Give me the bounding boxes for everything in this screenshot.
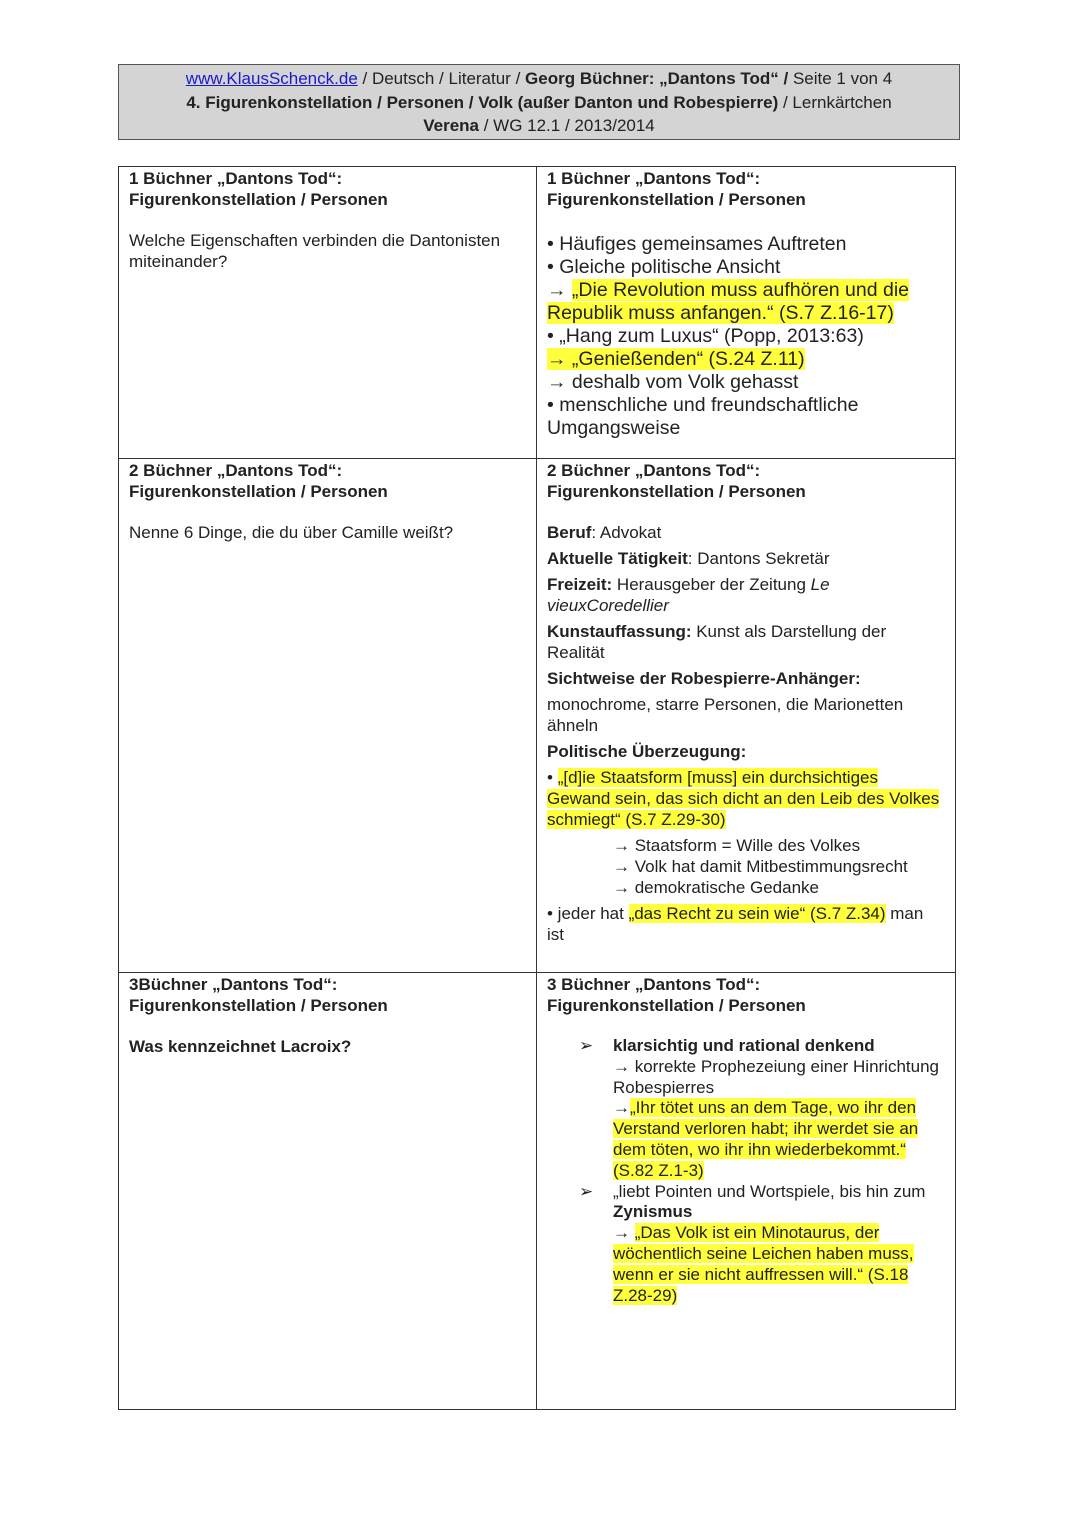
header-work-title: Georg Büchner: „Dantons Tod“ /: [525, 69, 789, 88]
answer-line: • Gleiche politische Ansicht: [547, 256, 781, 278]
answer-line: Sichtweise der Robespierre-Anhänger:: [547, 669, 861, 688]
highlighted-quote: „das Recht zu sein wie“ (S.7 Z.34): [628, 904, 886, 923]
highlighted-quote: „[d]ie Staatsform [muss] ein durchsichtiges Gewand sein, das sich dicht an den Leib des Volkes schmiegt“ (S.7 Z.29-30): [547, 768, 940, 829]
header-line-3: [119, 114, 959, 138]
card-title: 2 Büchner „Dantons Tod“: Figurenkonstellation / Personen: [547, 461, 806, 501]
highlighted-quote: „Die Revolution muss aufhören und die Republik muss anfangen.“ (S.7 Z.16-17): [547, 279, 910, 324]
card-title: 2 Büchner „Dantons Tod“: Figurenkonstellation / Personen: [129, 461, 388, 501]
header-line-1: [119, 67, 959, 91]
flashcard-row: [119, 459, 956, 973]
header-line-2: [119, 91, 959, 115]
header-class-year: / WG 12.1 / 2013/2014: [478, 116, 655, 135]
header-path: / Deutsch / Literatur /: [357, 69, 526, 88]
answer-line: • menschliche und freundschaftliche Umgangsweise: [547, 394, 859, 439]
answer-card: [537, 459, 956, 973]
answer-line: monochrome, starre Personen, die Marionetten ähneln: [547, 695, 904, 735]
answer-line: Politische Überzeugung:: [547, 742, 747, 761]
question-text: Welche Eigenschaften verbinden die Dantonisten miteinander?: [129, 231, 501, 271]
sub-point: → demokratische Gedanke: [613, 878, 819, 897]
answer-text: [547, 1036, 945, 1306]
header-page-number: Seite 1 von 4: [788, 69, 893, 88]
answer-line: → deshalb vom Volk gehasst: [547, 371, 799, 393]
question-card: [119, 167, 537, 459]
card-title: 3Büchner „Dantons Tod“: Figurenkonstellation / Personen: [129, 975, 388, 1015]
sub-point: → Volk hat damit Mitbestimmungsrecht: [613, 857, 908, 876]
website-link[interactable]: www.KlausSchenck.de: [185, 69, 358, 88]
question-text: Nenne 6 Dinge, die du über Camille weißt?: [129, 523, 454, 542]
question-card: [119, 973, 537, 1410]
answer-text: [547, 522, 945, 945]
highlighted-quote: „Das Volk ist ein Minotaurus, der wöchentlich seine Leichen haben muss, wenn er sie nicht auffressen will.“ (S.18 Z.28-29): [613, 1223, 914, 1305]
header-topic: 4. Figurenkonstellation / Personen / Volk (außer Danton und Robespierre): [186, 92, 779, 112]
document-header: [118, 64, 960, 140]
arrow-bullet-icon: ➢: [579, 1036, 594, 1055]
answer-line: → „Die Revolution muss aufhören und die Republik muss anfangen.“ (S.7 Z.16-17): [547, 279, 910, 324]
flashcard-row: [119, 167, 956, 459]
card-title: 3 Büchner „Dantons Tod“: Figurenkonstellation / Personen: [547, 975, 806, 1015]
card-title: 1 Büchner „Dantons Tod“: Figurenkonstellation / Personen: [547, 169, 806, 209]
answer-card: [537, 973, 956, 1410]
question-card: [119, 459, 537, 973]
sub-point: → Staatsform = Wille des Volkes: [613, 836, 861, 855]
answer-line: Freizeit: Herausgeber der Zeitung Le vieuxCoredellier: [547, 575, 830, 615]
flashcard-table: [118, 166, 956, 1410]
question-text: Was kennzeichnet Lacroix?: [129, 1037, 352, 1056]
header-author: Verena: [423, 116, 479, 135]
list-item: ➢ klarsichtig und rational denkend → korrekte Prophezeiung einer Hinrichtung Robespierres →„Ihr tötet uns an dem Tage, wo ihr den Verstand verloren habt; ihr werdet sie an dem töten, wo ihr ihn wiederbekommt.“ (S.82 Z.1-3): [579, 1036, 940, 1180]
card-title: 1 Büchner „Dantons Tod“: Figurenkonstellation / Personen: [129, 169, 388, 209]
answer-line: • „Hang zum Luxus“ (Popp, 2013:63): [547, 325, 864, 347]
highlighted-quote: „Ihr tötet uns an dem Tage, wo ihr den Verstand verloren habt; ihr werdet sie an dem töten, wo ihr ihn wiederbekommt.“ (S.82 Z.1-3): [613, 1098, 919, 1180]
answer-line: • jeder hat „das Recht zu sein wie“ (S.7 Z.34) man ist: [547, 904, 924, 944]
answer-line: • „[d]ie Staatsform [muss] ein durchsichtiges Gewand sein, das sich dicht an den Leib des Volkes schmiegt“ (S.7 Z.29-30): [547, 768, 940, 829]
answer-text: [547, 233, 945, 440]
answer-line: Kunstauffassung: Kunst als Darstellung der Realität: [547, 622, 887, 662]
answer-line: • Häufiges gemeinsames Auftreten: [547, 233, 847, 255]
answer-line: [547, 348, 945, 371]
flashcard-row: [119, 973, 956, 1410]
arrow-bullet-icon: ➢: [579, 1181, 594, 1201]
highlighted-quote: → „Genießenden“ (S.24 Z.11): [547, 348, 805, 370]
answer-line: Aktuelle Tätigkeit: Dantons Sekretär: [547, 549, 830, 568]
answer-line: Beruf: Advokat: [547, 523, 662, 542]
header-topic-suffix: / Lernkärtchen: [778, 92, 892, 112]
list-item: ➢ „liebt Pointen und Wortspiele, bis hin zum Zynismus → „Das Volk ist ein Minotaurus, der wöchentlich seine Leichen haben muss, wenn er sie nicht auffressen will.“ (S.18 Z.28-29): [579, 1181, 926, 1305]
answer-card: [537, 167, 956, 459]
sub-points: [547, 835, 945, 898]
